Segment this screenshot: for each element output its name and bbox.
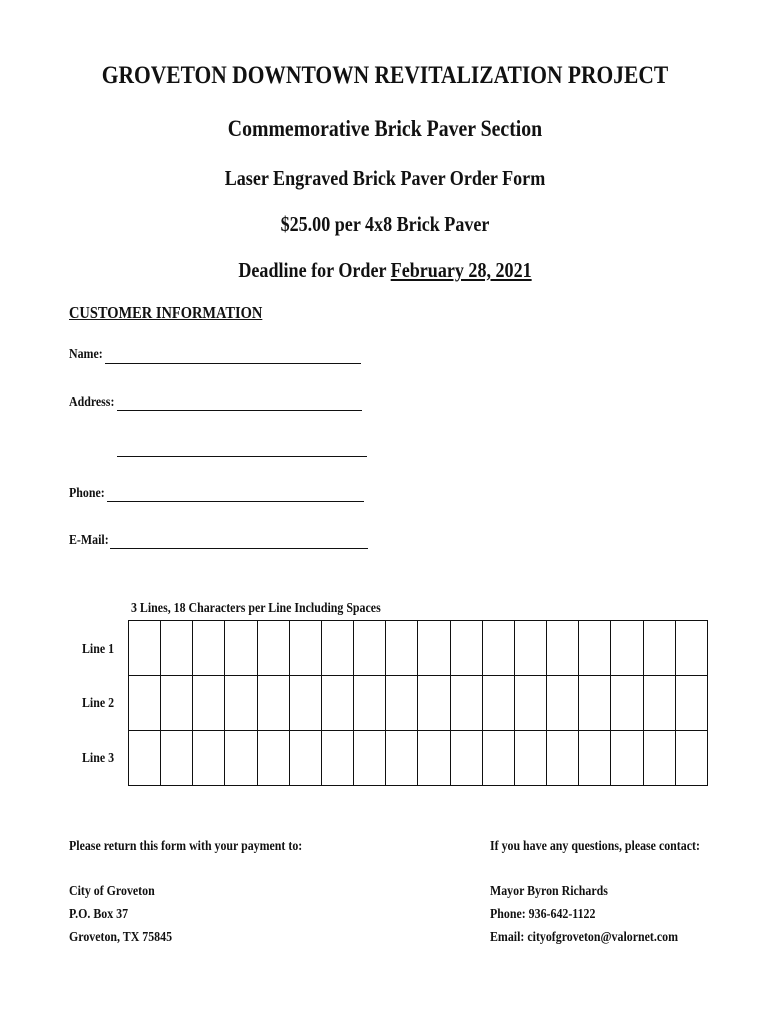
contact-line-1: Mayor Byron Richards — [490, 884, 608, 899]
email-field[interactable] — [110, 548, 368, 549]
form-name: Laser Engraved Brick Paver Order Form — [224, 166, 546, 190]
grid-row — [129, 731, 708, 786]
character-cell[interactable] — [514, 731, 546, 786]
character-cell[interactable] — [225, 676, 257, 731]
character-cell[interactable] — [611, 676, 643, 731]
deadline — [54, 258, 716, 283]
character-cell[interactable] — [225, 621, 257, 676]
character-cell[interactable] — [643, 731, 675, 786]
character-cell[interactable] — [321, 621, 353, 676]
name-label: Name: — [69, 347, 103, 362]
character-cell[interactable] — [482, 676, 514, 731]
character-cell[interactable] — [225, 731, 257, 786]
character-cell[interactable] — [450, 731, 482, 786]
character-cell[interactable] — [289, 731, 321, 786]
character-cell[interactable] — [547, 676, 579, 731]
character-cell[interactable] — [675, 621, 707, 676]
line-2-label: Line 2 — [82, 696, 115, 711]
character-cell[interactable] — [547, 621, 579, 676]
character-cell[interactable] — [643, 676, 675, 731]
character-cell[interactable] — [675, 676, 707, 731]
character-cell[interactable] — [675, 731, 707, 786]
character-cell[interactable] — [450, 621, 482, 676]
contact-heading: If you have any questions, please contact: — [490, 839, 700, 854]
character-cell[interactable] — [321, 731, 353, 786]
character-cell[interactable] — [129, 676, 161, 731]
character-cell[interactable] — [161, 731, 193, 786]
form-subtitle: Commemorative Brick Paver Section — [227, 116, 543, 141]
form-title: GROVETON DOWNTOWN REVITALIZATION PROJECT — [101, 62, 669, 89]
return-address — [69, 880, 172, 949]
engraving-instructions: 3 Lines, 18 Characters per Line Including Spaces — [131, 601, 381, 616]
grid-row — [129, 621, 708, 676]
character-cell[interactable] — [354, 731, 386, 786]
character-cell[interactable] — [129, 621, 161, 676]
price: $25.00 per 4x8 Brick Paver — [280, 212, 490, 236]
return-line-1: City of Groveton — [69, 884, 155, 899]
deadline-date: February 28, 2021 — [390, 258, 532, 282]
address-field-2[interactable] — [117, 456, 367, 457]
character-cell[interactable] — [514, 676, 546, 731]
character-cell[interactable] — [418, 676, 450, 731]
character-cell[interactable] — [450, 676, 482, 731]
deadline-prefix: Deadline for Order — [238, 258, 387, 282]
line-1-label: Line 1 — [82, 642, 115, 657]
character-cell[interactable] — [643, 621, 675, 676]
character-cell[interactable] — [386, 676, 418, 731]
character-cell[interactable] — [289, 676, 321, 731]
character-cell[interactable] — [482, 621, 514, 676]
character-cell[interactable] — [354, 676, 386, 731]
character-cell[interactable] — [257, 676, 289, 731]
character-cell[interactable] — [611, 731, 643, 786]
character-cell[interactable] — [482, 731, 514, 786]
grid-row — [129, 676, 708, 731]
character-cell[interactable] — [386, 731, 418, 786]
address-label: Address: — [69, 395, 115, 410]
character-cell[interactable] — [193, 676, 225, 731]
customer-section-title: CUSTOMER INFORMATION — [69, 303, 263, 322]
return-line-2: P.O. Box 37 — [69, 907, 129, 922]
return-line-3: Groveton, TX 75845 — [69, 930, 173, 945]
contact-details — [490, 880, 678, 949]
character-cell[interactable] — [611, 621, 643, 676]
character-cell[interactable] — [418, 731, 450, 786]
character-cell[interactable] — [514, 621, 546, 676]
character-cell[interactable] — [161, 621, 193, 676]
character-cell[interactable] — [321, 676, 353, 731]
character-cell[interactable] — [193, 621, 225, 676]
character-cell[interactable] — [257, 621, 289, 676]
character-cell[interactable] — [193, 731, 225, 786]
phone-field[interactable] — [107, 501, 364, 502]
character-cell[interactable] — [547, 731, 579, 786]
character-cell[interactable] — [161, 676, 193, 731]
return-heading: Please return this form with your payment to: — [69, 839, 303, 854]
character-cell[interactable] — [418, 621, 450, 676]
character-cell[interactable] — [129, 731, 161, 786]
email-label: E-Mail: — [69, 533, 109, 548]
line-3-label: Line 3 — [82, 751, 115, 766]
contact-line-3: Email: cityofgroveton@valornet.com — [490, 930, 678, 945]
character-cell[interactable] — [579, 731, 611, 786]
character-cell[interactable] — [289, 621, 321, 676]
character-cell[interactable] — [257, 731, 289, 786]
character-cell[interactable] — [579, 676, 611, 731]
contact-line-2: Phone: 936-642-1122 — [490, 907, 596, 922]
engraving-grid — [128, 620, 708, 786]
address-field-1[interactable] — [117, 410, 362, 411]
character-cell[interactable] — [579, 621, 611, 676]
character-cell[interactable] — [386, 621, 418, 676]
name-field[interactable] — [105, 363, 361, 364]
phone-label: Phone: — [69, 486, 105, 501]
character-cell[interactable] — [354, 621, 386, 676]
